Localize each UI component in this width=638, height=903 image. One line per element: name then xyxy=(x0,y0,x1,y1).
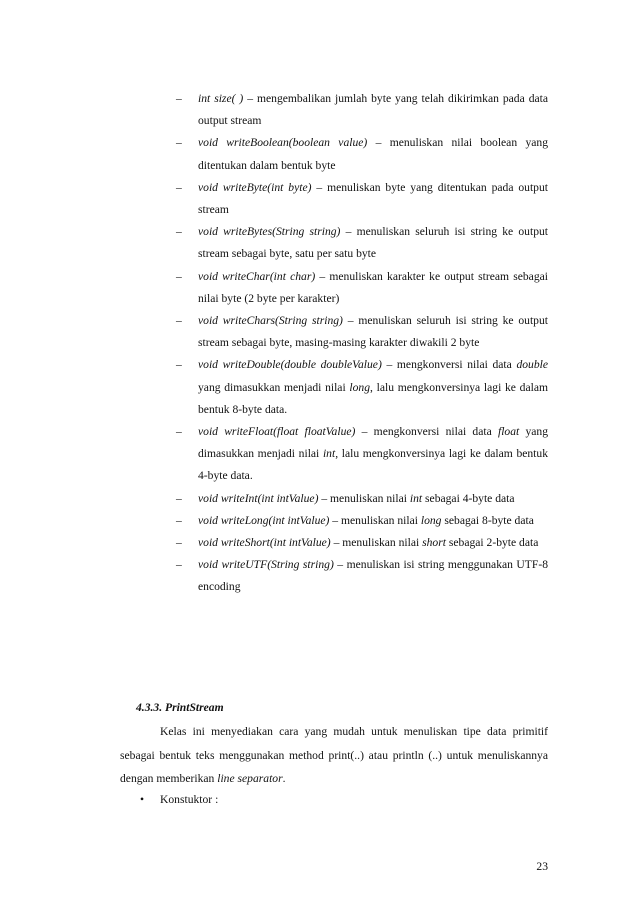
dash-marker: – xyxy=(176,92,182,105)
list-item: – void writeChar(int char) – menuliskan karakter ke output stream sebagai nilai byte (2 byte per karakter) xyxy=(198,266,548,310)
list-item: – void writeChars(String string) – menuliskan seluruh isi string ke output stream sebagai byte, masing-masing karakter diwakili 2 byte xyxy=(198,310,548,354)
method-signature: void writeDouble(double doubleValue) xyxy=(198,358,382,372)
list-item: – void writeFloat(float floatValue) – mengkonversi nilai data float yang dimasukkan menjadi nilai int, lalu mengkonversinya lagi ke dalam bentuk 4-byte data. xyxy=(198,421,548,488)
method-description: menuliskan karakter ke output stream sebagai nilai byte (2 byte per karakter) xyxy=(198,269,548,305)
dash-marker: – xyxy=(176,558,182,572)
list-item: – void writeLong(int intValue) – menuliskan nilai long sebagai 8-byte data xyxy=(198,510,548,532)
method-list xyxy=(0,88,638,599)
method-description: menuliskan isi string menggunakan UTF-8 encoding xyxy=(198,558,548,594)
dash-marker: – xyxy=(176,425,182,439)
method-signature: void writeShort(int intValue) xyxy=(198,536,331,550)
bullet-item xyxy=(140,789,218,811)
list-item: – int size( ) – mengembalikan jumlah byte yang telah dikirimkan pada data output stream xyxy=(198,88,548,132)
list-item: – void writeShort(int intValue) – menuliskan nilai short sebagai 2-byte data xyxy=(198,532,548,554)
method-signature: void writeBytes(String string) xyxy=(198,225,341,239)
method-description: menuliskan seluruh isi string ke output stream sebagai byte, satu per satu byte xyxy=(198,225,549,261)
list-item: – void writeBytes(String string) – menuliskan seluruh isi string ke output stream sebagai byte, satu per satu byte xyxy=(198,221,548,265)
bullet-text: Konstuktor : xyxy=(160,793,219,806)
method-signature: void writeUTF(String string) xyxy=(198,558,334,572)
bullet-marker: • xyxy=(140,793,145,806)
method-signature: int size( ) xyxy=(198,92,244,105)
method-signature: void writeInt(int intValue) xyxy=(198,491,319,505)
dash-marker: – xyxy=(176,225,182,239)
method-signature: void writeChars(String string) xyxy=(198,314,343,328)
list-item: – void writeByte(int byte) – menuliskan byte yang ditentukan pada output stream xyxy=(198,177,548,221)
dash-marker: – xyxy=(176,180,182,194)
method-signature: void writeChar(int char) xyxy=(198,269,316,283)
dash-marker: – xyxy=(176,136,182,150)
section-heading: 4.3.3. PrintStream xyxy=(136,701,224,714)
dash-marker: – xyxy=(176,491,182,505)
dash-marker: – xyxy=(176,513,182,527)
dash-marker: – xyxy=(176,314,182,328)
method-description: menuliskan nilai boolean yang ditentukan dalam bentuk byte xyxy=(198,136,548,172)
method-description: mengembalikan jumlah byte yang telah dikirimkan pada data output stream xyxy=(198,92,549,128)
section-paragraph: Kelas ini menyediakan cara yang mudah untuk menuliskan tipe data primitif sebagai bentuk teks menggunakan method print(..) atau println (..) untuk menuliskannya dengan memberikan line separator. xyxy=(120,725,548,785)
list-item: – void writeDouble(double doubleValue) – mengkonversi nilai data double yang dimasukkan menjadi nilai long, lalu mengkonversinya lagi ke dalam bentuk 8-byte data. xyxy=(198,354,548,421)
list-item: – void writeInt(int intValue) – menuliskan nilai int sebagai 4-byte data xyxy=(198,488,548,510)
method-description: menuliskan seluruh isi string ke output stream sebagai byte, masing-masing karakter diwakili 2 byte xyxy=(198,314,549,350)
method-signature: void writeFloat(float floatValue) xyxy=(198,425,356,439)
list-item: – void writeUTF(String string) – menuliskan isi string menggunakan UTF-8 encoding xyxy=(198,554,548,598)
method-signature: void writeLong(int intValue) xyxy=(198,513,330,527)
dash-marker: – xyxy=(176,536,182,550)
method-signature: void writeByte(int byte) xyxy=(198,180,312,194)
list-item: – void writeBoolean(boolean value) – menuliskan nilai boolean yang ditentukan dalam bentuk byte xyxy=(198,132,548,176)
dash-marker: – xyxy=(176,269,182,283)
page-number: 23 xyxy=(536,860,548,873)
method-signature: void writeBoolean(boolean value) xyxy=(198,136,368,150)
dash-marker: – xyxy=(176,358,182,372)
method-description: menuliskan byte yang ditentukan pada output stream xyxy=(198,180,548,217)
